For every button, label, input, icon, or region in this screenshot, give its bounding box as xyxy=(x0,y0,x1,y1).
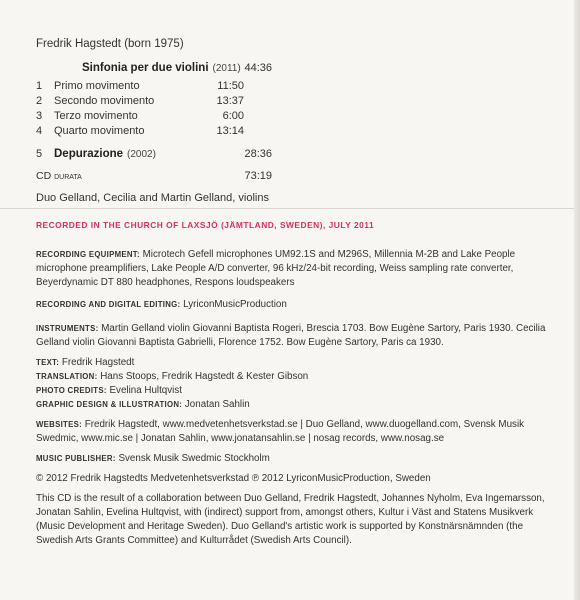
divider xyxy=(0,208,574,209)
credit-value: Martin Gelland violin Giovanni Baptista Rogeri, Brescia 1703. Bow Eugène Sartory, Paris 1930. Cecilia Gelland violin Giovanni Baptista Gabrielli, Florence 1752. Bow Eugène Sartory, Paris ca 1930. xyxy=(36,323,546,348)
track-number: 2 xyxy=(36,95,43,107)
composer-line: Fredrik Hagstedt (born 1975) xyxy=(36,38,184,50)
performers-line: Duo Gelland, Cecilia and Martin Gelland, violins xyxy=(36,192,269,204)
track-time: 11:50 xyxy=(217,80,244,92)
about-paragraph: This CD is the result of a collaboration between Duo Gelland, Fredrik Hagstedt, Johannes Nyholm, Eva Ingemarsson, Jonatan Sahlin, Evelina Hultqvist, with (indirect) support from, amongst others, Kultur i Väst and Statens Musikverk (Music Development and Heritage Sweden). Duo Gelland's artistic work is supported by Konstnärsnämnden (the Swedish Arts Grants Committee) and Kulturrådet (Swedish Arts Council). xyxy=(36,493,545,546)
credit-label: PHOTO CREDITS: xyxy=(36,386,107,395)
work2-title: Depurazione xyxy=(54,148,124,160)
credit-label: RECORDING AND DIGITAL EDITING: xyxy=(36,300,181,309)
editing-credit xyxy=(36,298,556,312)
credit-value: Evelina Hultqvist xyxy=(109,385,182,396)
credit-value: Microtech Gefell microphones UM92.1S and M296S, Millennia M-2B and Lake People microphone preamplifiers, Lake People A/D converter, 96 kHz/24-bit recording, Weiss sampling rate converter, Beyerdynamic DT 880 headphones, Respons loudspeakers xyxy=(36,249,516,288)
credit-label: TEXT: xyxy=(36,358,60,367)
credit-value: Svensk Musik Swedmic Stockholm xyxy=(118,453,270,464)
recording-location: RECORDED IN THE CHURCH OF LAXSJÖ (JÄMTLAND, SWEDEN), JULY 2011 xyxy=(36,220,375,230)
track-time: 6:00 xyxy=(222,110,244,122)
recording-equipment-credit xyxy=(36,248,556,290)
track-title: Secondo movimento xyxy=(54,95,155,107)
photo-credit xyxy=(36,384,556,398)
track-time: 13:37 xyxy=(216,95,244,107)
track-number: 5 xyxy=(36,148,43,160)
credit-value: LyriconMusicProduction xyxy=(183,299,287,310)
page-edge xyxy=(574,0,580,600)
track-number: 1 xyxy=(36,80,43,92)
copyright-line: © 2012 Fredrik Hagstedts Medvetenhetsverkstad ℗ 2012 LyriconMusicProduction, Sweden xyxy=(36,473,431,484)
credit-label: WEBSITES: xyxy=(36,420,83,429)
track-time: 13:14 xyxy=(216,125,244,137)
work2-time: 28:36 xyxy=(244,148,272,160)
work1-heading xyxy=(82,62,241,74)
track-number: 4 xyxy=(36,125,43,137)
credit-label: TRANSLATION: xyxy=(36,372,98,381)
cd-duration-row xyxy=(36,170,276,182)
instruments-credit xyxy=(36,322,556,350)
design-credit xyxy=(36,398,556,412)
track-title: Primo movimento xyxy=(54,80,140,92)
cd-duration-label: CD durata xyxy=(36,170,82,182)
text-credit xyxy=(36,356,556,370)
work2-year: (2002) xyxy=(127,149,156,160)
work1-title: Sinfonia per due violini xyxy=(82,62,209,74)
credit-label: MUSIC PUBLISHER: xyxy=(36,454,116,463)
track-number: 3 xyxy=(36,110,43,122)
track-title: Terzo movimento xyxy=(54,110,138,122)
credit-value: Fredrik Hagstedt, www.medvetenhetsverkstad.se | Duo Gelland, www.duogelland.com, Svensk Musik Swedmic, www.mic.se | Jonatan Sahlin, www.jonatansahlin.se | nosag records, www.nosag.se xyxy=(36,419,525,444)
websites-credit xyxy=(36,418,556,446)
credit-value: Hans Stoops, Fredrik Hagstedt & Kester Gibson xyxy=(100,371,309,382)
translation-credit xyxy=(36,370,556,384)
work1-total-time: 44:36 xyxy=(244,62,272,74)
credit-label: RECORDING EQUIPMENT: xyxy=(36,250,140,259)
publisher-credit xyxy=(36,452,556,466)
work1-year: (2011) xyxy=(212,63,241,74)
credit-label: GRAPHIC DESIGN & ILLUSTRATION: xyxy=(36,400,183,409)
credit-value: Jonatan Sahlin xyxy=(184,399,250,410)
track-title: Quarto movimento xyxy=(54,125,145,137)
cd-duration-time: 73:19 xyxy=(244,170,272,182)
credit-label: INSTRUMENTS: xyxy=(36,324,99,333)
credit-value: Fredrik Hagstedt xyxy=(61,357,135,368)
